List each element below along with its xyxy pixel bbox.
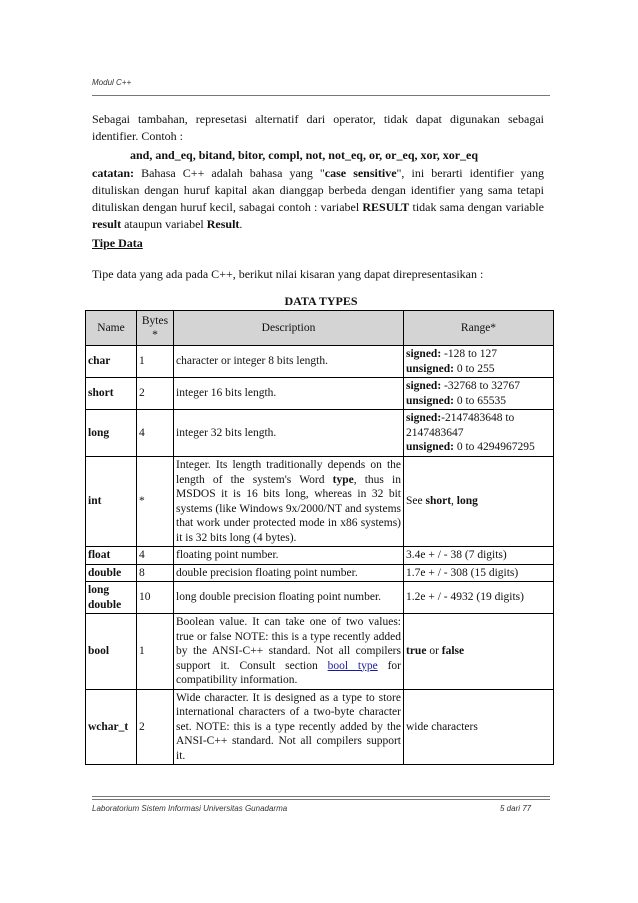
range-label: signed: [406, 412, 442, 425]
range-value: 0 to 65535 [453, 394, 507, 407]
table-row [86, 689, 554, 765]
data-types-table [85, 310, 554, 765]
range-label: unsigned: [406, 362, 454, 375]
range-value: 0 to 255 [453, 362, 495, 375]
type-range: 1.2e + / - 4932 (19 digits) [404, 582, 554, 614]
type-description: character or integer 8 bits length. [174, 346, 404, 378]
description-keyword: type [332, 473, 354, 486]
table-row [86, 410, 554, 457]
type-range [404, 378, 554, 410]
table-row [86, 346, 554, 378]
range-keyword-true: true [406, 645, 427, 657]
header-rule [92, 95, 550, 96]
type-bytes: 2 [137, 378, 174, 410]
type-name: short [86, 378, 137, 410]
catatan-text-b: ", ini berarti identifier yang dituliskan dengan huruf kapital akan dianggap berbeda dengan identifier yang sama tetapi dituliskan dengan huruf kecil, sabagai contoh : variabel [92, 166, 544, 214]
range-text: See [406, 495, 426, 508]
range-text: or [426, 645, 442, 657]
range-label: signed: [406, 380, 442, 392]
type-description: floating point number. [174, 547, 404, 565]
range-keyword-long: long [456, 495, 478, 508]
type-bytes: 2 [137, 689, 174, 765]
type-range: 3.4e + / - 38 (7 digits) [404, 547, 554, 565]
range-label: unsigned: [406, 441, 454, 454]
type-bytes: 4 [137, 547, 174, 565]
section-heading-tipe-data: Tipe Data [92, 236, 143, 250]
range-label: signed: [406, 348, 442, 360]
type-description: long double precision floating point number. [174, 582, 404, 614]
type-name: long [86, 410, 137, 457]
page-number: 5 dari 77 [500, 804, 532, 813]
range-label: unsigned: [406, 394, 454, 407]
type-name: float [86, 547, 137, 565]
result-lower: result [92, 217, 122, 231]
range-separator: , [451, 495, 457, 508]
description-text: for compatibility information. [176, 659, 401, 686]
catatan-paragraph [92, 165, 544, 233]
type-range [404, 614, 554, 690]
type-bytes: 1 [137, 614, 174, 690]
catatan-label: catatan: [92, 166, 134, 180]
catatan-text-e: . [239, 217, 243, 231]
table-row [86, 457, 554, 547]
type-name: bool [86, 614, 137, 690]
type-name: long double [86, 582, 137, 614]
type-bytes: 4 [137, 410, 174, 457]
type-name: double [86, 564, 137, 582]
type-name: int [86, 457, 137, 547]
table-row [86, 614, 554, 690]
range-value: -2147483648 to 2147483647 [406, 412, 515, 439]
type-description [174, 457, 404, 547]
type-bytes: 10 [137, 582, 174, 614]
type-bytes: * [137, 457, 174, 547]
footer-rule [92, 796, 550, 800]
range-keyword-short: short [425, 495, 452, 508]
running-header: Modul C++ [92, 78, 132, 87]
type-description: double precision floating point number. [174, 564, 404, 582]
section-intro: Tipe data yang ada pada C++, berikut nilai kisaran yang dapat direpresentasikan : [92, 267, 484, 281]
type-range: 1.7e + / - 308 (15 digits) [404, 564, 554, 582]
type-range [404, 410, 554, 457]
header-bytes: Bytes * [137, 311, 174, 346]
catatan-text-d: ataupun variabel [121, 217, 207, 231]
bool-type-link[interactable]: bool type [327, 659, 378, 672]
description-text: Integer. Its length traditionally depends on the length of the system's Word [176, 459, 401, 486]
description-text: Boolean value. It can take one of two values: true or false NOTE: this is a type recently added by the ANSI-C++ standard. Not all compilers support it. Consult section [176, 616, 401, 672]
table-header-row [86, 311, 554, 346]
type-bytes: 8 [137, 564, 174, 582]
type-name: char [86, 346, 137, 378]
range-value: -128 to 127 [441, 348, 498, 360]
header-name: Name [86, 311, 137, 346]
table-row [86, 547, 554, 565]
footer-institution: Laboratorium Sistem Informasi Universitas Gunadarma [92, 804, 288, 813]
catatan-text-c: tidak sama dengan variable [409, 200, 544, 214]
table-row [86, 582, 554, 614]
result-cap: Result [206, 217, 240, 231]
type-description: integer 32 bits length. [174, 410, 404, 457]
description-text: , thus in MSDOS it is 16 bits long, whereas in 32 bit systems (like Windows 9x/2000/NT and systems that work under protected mode in x86 systems) it is 32 bits long (4 bytes). [176, 473, 401, 544]
catatan-text-a: Bahasa C++ adalah bahasa yang " [134, 166, 325, 180]
type-range: wide characters [404, 689, 554, 765]
type-description [174, 614, 404, 690]
table-row [86, 378, 554, 410]
range-keyword-false: false [441, 645, 465, 657]
table-title: DATA TYPES [284, 294, 358, 308]
type-range [404, 457, 554, 547]
type-range [404, 346, 554, 378]
header-range: Range* [404, 311, 554, 346]
type-description: integer 16 bits length. [174, 378, 404, 410]
keyword-list: and, and_eq, bitand, bitor, compl, not, not_eq, or, or_eq, xor, xor_eq [130, 148, 479, 162]
case-sensitive-term: case sensitive [324, 166, 397, 180]
result-upper: RESULT [362, 200, 410, 214]
type-bytes: 1 [137, 346, 174, 378]
type-name: wchar_t [86, 689, 137, 765]
table-row [86, 564, 554, 582]
range-value: 0 to 4294967295 [453, 441, 535, 454]
type-description: Wide character. It is designed as a type to store international characters of a two-byte character set. NOTE: this is a type recently added by the ANSI-C++ standard. Not all compilers support it. [174, 689, 404, 765]
intro-paragraph: Sebagai tambahan, represetasi alternatif dari operator, tidak dapat digunakan sebagai identifier. Contoh : [92, 112, 544, 143]
range-value: -32768 to 32767 [441, 380, 521, 392]
header-description: Description [174, 311, 404, 346]
